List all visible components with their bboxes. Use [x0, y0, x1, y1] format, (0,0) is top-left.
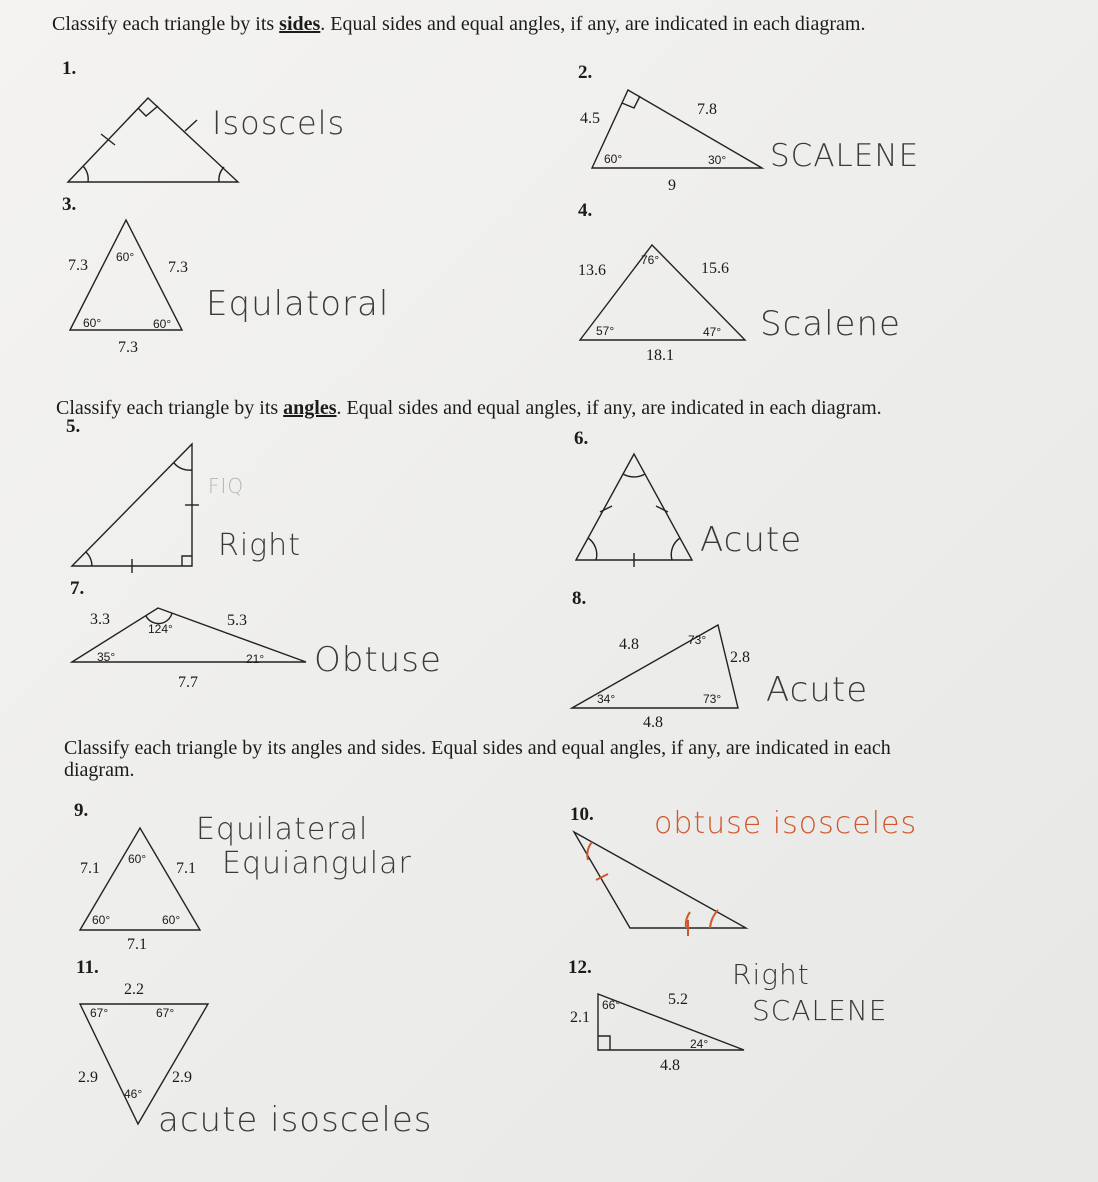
answer-12-line1: Right [732, 958, 810, 991]
answer-7: Obtuse [314, 640, 442, 680]
instruction-both-line2: diagram. [64, 759, 135, 781]
angle-label-11-bottom: 46° [124, 1087, 143, 1101]
angle-label-12-right: 24° [690, 1037, 709, 1051]
keyword-sides: sides [279, 13, 321, 35]
triangle-10 [574, 832, 746, 936]
angle-label-9-right: 60° [162, 913, 181, 927]
answer-2: SCALENE [770, 138, 920, 174]
problem-number-12: 12. [568, 957, 592, 978]
angle-label-8-right: 73° [703, 692, 722, 706]
problem-number-4: 4. [578, 200, 593, 221]
instruction-sides: Classify each triangle by its sides. Equal sides and equal angles, if any, are indicated in each diagram. [52, 13, 866, 35]
answer-10: obtuse isosceles [654, 806, 918, 841]
side-label-3-left: 7.3 [68, 257, 88, 274]
triangle-6 [576, 454, 692, 567]
side-label-4-right: 15.6 [701, 260, 729, 277]
side-label-9-right: 7.1 [176, 860, 196, 877]
angle-label-2-left: 60° [604, 152, 623, 166]
problem-number-10: 10. [570, 804, 594, 825]
angle-label-7-top: 124° [148, 622, 173, 636]
angle-label-12-top: 66° [602, 998, 621, 1012]
side-label-7-right: 5.3 [227, 612, 247, 629]
side-label-9-left: 7.1 [80, 860, 100, 877]
answer-9-line2: Equiangular [222, 846, 412, 881]
answer-12-line2: SCALENE [752, 994, 888, 1027]
side-label-3-right: 7.3 [168, 259, 188, 276]
side-label-8-left: 4.8 [619, 636, 639, 653]
angle-label-7-left: 35° [97, 650, 116, 664]
problem-number-11: 11. [76, 957, 99, 978]
side-label-4-left: 13.6 [578, 262, 606, 279]
side-label-2-left: 4.5 [580, 110, 600, 127]
angle-label-11-right: 67° [156, 1006, 175, 1020]
angle-label-7-right: 21° [246, 652, 265, 666]
side-label-3-bottom: 7.3 [118, 339, 138, 356]
side-label-7-bottom: 7.7 [178, 674, 198, 691]
answer-1: Isoscels [212, 104, 346, 142]
answer-8: Acute [766, 670, 869, 710]
angle-label-9-left: 60° [92, 913, 111, 927]
answer-6: Acute [700, 520, 803, 560]
answer-3: Equlatoral [206, 284, 390, 324]
side-label-12-left: 2.1 [570, 1009, 590, 1026]
side-label-8-bottom: 4.8 [643, 714, 663, 731]
side-label-4-bottom: 18.1 [646, 347, 674, 364]
angle-label-9-top: 60° [128, 852, 147, 866]
triangle-3 [70, 220, 182, 330]
problem-number-2: 2. [578, 62, 593, 83]
side-label-11-left: 2.9 [78, 1069, 98, 1086]
problem-number-6: 6. [574, 428, 589, 449]
triangle-5 [72, 444, 199, 573]
answer-9-line1: Equilateral [196, 812, 369, 847]
problem-number-1: 1. [62, 58, 77, 79]
side-label-8-right: 2.8 [730, 649, 750, 666]
side-label-2-bottom: 9 [668, 177, 676, 194]
problem-number-3: 3. [62, 194, 77, 215]
answer-11: acute isosceles [158, 1100, 433, 1140]
instruction-angles: Classify each triangle by its angles. Equal sides and equal angles, if any, are indicated in each diagram. [56, 397, 882, 419]
keyword-angles: angles [283, 397, 337, 419]
side-label-9-bottom: 7.1 [127, 936, 147, 953]
angle-label-3-right: 60° [153, 317, 172, 331]
problem-number-7: 7. [70, 578, 85, 599]
side-label-11-top: 2.2 [124, 981, 144, 998]
angle-label-2-right: 30° [708, 153, 727, 167]
side-label-12-bottom: 4.8 [660, 1057, 680, 1074]
angle-label-8-top: 73° [688, 633, 707, 647]
pencil-scribble-5: FIQ [208, 474, 245, 498]
angle-label-3-left: 60° [83, 316, 102, 330]
angle-label-4-right: 47° [703, 325, 722, 339]
angle-label-3-top: 60° [116, 250, 135, 264]
answer-5: Right [218, 528, 301, 563]
problem-number-9: 9. [74, 800, 89, 821]
side-label-12-top: 5.2 [668, 991, 688, 1008]
instruction-both-line1: Classify each triangle by its angles and sides. Equal sides and equal angles, if any, are indicated in each [64, 737, 891, 759]
angle-label-8-left: 34° [597, 692, 616, 706]
angle-label-4-left: 57° [596, 324, 615, 338]
angle-label-11-left: 67° [90, 1006, 109, 1020]
angle-label-4-top: 76° [641, 253, 660, 267]
side-label-7-left: 3.3 [90, 611, 110, 628]
side-label-2-top: 7.8 [697, 101, 717, 118]
answer-4: Scalene [760, 304, 901, 344]
problem-number-8: 8. [572, 588, 587, 609]
problem-number-5: 5. [66, 416, 81, 437]
side-label-11-right: 2.9 [172, 1069, 192, 1086]
